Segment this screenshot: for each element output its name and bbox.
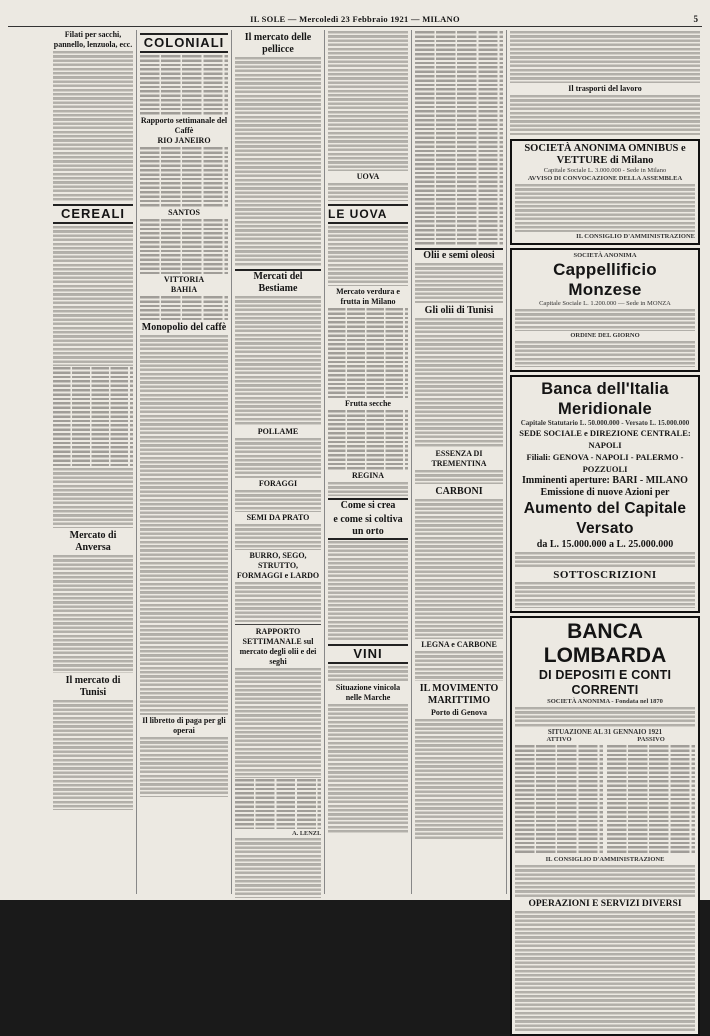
heading-olii-tunisi: Gli olii di Tunisi xyxy=(424,305,494,316)
attivo-heading: ATTIVO xyxy=(546,736,572,743)
text-block xyxy=(415,719,503,839)
text-block xyxy=(515,309,695,331)
heading-regina: REGINA xyxy=(351,471,384,480)
column-4 xyxy=(325,30,412,894)
heading-pollame: POLLAME xyxy=(257,427,299,436)
text-block xyxy=(510,95,700,135)
heading-uova-small: UOVA xyxy=(356,172,380,181)
page-number: 5 xyxy=(693,14,698,24)
column-2 xyxy=(137,30,232,894)
text-block xyxy=(53,700,133,810)
signature: A. LENZI. xyxy=(292,830,321,837)
heading-carboni: CARBONI xyxy=(435,486,483,497)
heading-rio: RIO JANEIRO xyxy=(157,136,211,145)
heading-burro: BURRO, SEGO, STRUTTO, FORMAGGI e LARDO xyxy=(236,551,320,580)
heading-monopolio: Monopolio del caffè xyxy=(141,322,227,333)
lombarda-subtitle: DI DEPOSITI E CONTI CORRENTI xyxy=(538,668,672,697)
heading-bestiame: Mercati del Bestiame xyxy=(235,269,321,295)
banca-aperture: Imminenti aperture: BARI - MILANO xyxy=(522,475,688,486)
ad-cappellificio xyxy=(510,248,700,372)
text-block xyxy=(235,524,321,550)
text-block xyxy=(515,582,695,608)
text-block xyxy=(515,184,695,232)
banca-seat: SEDE SOCIALE e DIREZIONE CENTRALE: NAPOLI xyxy=(519,428,691,450)
text-block xyxy=(515,707,695,727)
balance-sheet xyxy=(515,736,695,856)
price-table xyxy=(53,367,133,467)
heading-tunisi: Il mercato di Tunisi xyxy=(65,675,121,698)
heading-frutta-secche: Frutta secche xyxy=(345,399,391,408)
text-block xyxy=(515,911,695,1031)
masthead-title: IL SOLE — Mercoledì 23 Febbraio 1921 — MILANO xyxy=(250,14,460,24)
banca-sottoscrizioni: SOTTOSCRIZIONI xyxy=(553,569,657,581)
banca-emissione: Emissione di nuove Azioni per xyxy=(540,487,670,498)
omnibus-subtitle: Capitale Sociale L. 3.000.000 - Sede in Milano xyxy=(543,167,667,174)
heading-vini: VINI xyxy=(328,644,408,664)
heading-pellicce: Il mercato delle pellicce xyxy=(244,32,312,55)
text-block xyxy=(415,263,503,303)
price-table xyxy=(140,296,228,320)
heading-trementina: ESSENZA DI TREMENTINA xyxy=(431,449,487,468)
heading-semi-prato: SEMI DA PRATO xyxy=(246,513,310,522)
heading-caffe: Rapporto settimanale del Caffè xyxy=(140,116,228,135)
text-block xyxy=(53,468,133,528)
heading-legna: LEGNA e CARBONE xyxy=(421,640,497,649)
omnibus-title: SOCIETÀ ANONIMA OMNIBUS e VETTURE di Milano xyxy=(524,143,686,166)
heading-frutta: Mercato verdura e frutta in Milano xyxy=(336,287,400,306)
heading-genova: Porto di Genova xyxy=(431,708,487,717)
column-1 xyxy=(50,30,137,894)
banca-capital: Capitale Statutario L. 50.000.000 - Versato L. 15.000.000 xyxy=(520,419,690,427)
text-block xyxy=(415,318,503,448)
text-block xyxy=(415,470,503,484)
price-table xyxy=(140,147,228,207)
heading-bahia: BAHIA xyxy=(170,285,198,294)
cappellificio-subtitle: Capitale Sociale L. 1.200.000 — Sede in MONZA xyxy=(539,300,671,307)
heading-orto: e come si coltiva un orto xyxy=(328,514,408,540)
passivo-table xyxy=(607,745,695,855)
text-block xyxy=(415,651,503,681)
text-block xyxy=(235,490,321,512)
text-block xyxy=(235,57,321,267)
lombarda-title: BANCA LOMBARDA xyxy=(543,620,667,667)
text-block xyxy=(235,582,321,622)
heading-cereali: CEREALI xyxy=(53,204,133,224)
masthead xyxy=(8,14,702,27)
balance-attivo xyxy=(515,736,603,856)
lombarda-founded: SOCIETÀ ANONIMA - Fondata nel 1870 xyxy=(547,698,663,705)
column-3 xyxy=(232,30,325,894)
heading-le-uova: LE UOVA xyxy=(328,204,408,224)
cappellificio-title: Cappellificio Monzese xyxy=(553,260,657,299)
text-block xyxy=(328,482,408,496)
text-block xyxy=(328,541,408,641)
lombarda-consiglio: IL CONSIGLIO D'AMMINISTRAZIONE xyxy=(545,856,665,863)
text-block xyxy=(235,438,321,478)
banca-aumento: Aumento del Capitale Versato xyxy=(523,500,687,537)
price-table xyxy=(140,55,228,115)
heading-olii-seghi: RAPPORTO SETTIMANALE sul mercato degli olii e dei seghi xyxy=(239,627,317,666)
column-6 xyxy=(507,30,703,909)
ad-banca-lombarda xyxy=(510,616,700,1036)
heading-marche: Situazione vinicola nelle Marche xyxy=(335,683,401,702)
price-table xyxy=(140,219,228,274)
omnibus-signature: IL CONSIGLIO D'AMMINISTRAZIONE xyxy=(576,233,695,240)
ad-omnibus xyxy=(510,139,700,245)
heading-foraggi: FORAGGI xyxy=(258,479,298,488)
lombarda-operazioni: OPERAZIONI E SERVIZI DIVERSI xyxy=(528,899,682,909)
text-block xyxy=(235,838,321,898)
banca-name: Banca dell'Italia Meridionale xyxy=(541,380,669,418)
text-block xyxy=(328,226,408,286)
heading-libretto: Il libretto di paga per gli operai xyxy=(142,716,226,735)
text-block xyxy=(515,552,695,568)
text-block xyxy=(140,335,228,715)
heading-come-si-crea: Come si crea xyxy=(328,498,408,512)
text-block xyxy=(515,341,695,367)
text-block xyxy=(510,31,700,83)
heading-vittoria: VITTORIA xyxy=(163,275,205,284)
balance-passivo xyxy=(607,736,695,856)
text-block xyxy=(515,865,695,897)
heading-movimento: IL MOVIMENTO MARITTIMO xyxy=(419,683,499,706)
price-table xyxy=(235,779,321,829)
banca-filiali: Filiali: GENOVA - NAPOLI - PALERMO - POZZUOLI xyxy=(526,452,684,474)
heading-coloniali: COLONIALI xyxy=(140,33,228,53)
banca-range: da L. 15.000.000 a L. 25.000.000 xyxy=(536,539,674,550)
price-table xyxy=(328,410,408,470)
text-block xyxy=(235,296,321,426)
cappellificio-pre: SOCIETÀ ANONIMA xyxy=(573,252,637,259)
lombarda-situazione: SITUAZIONE AL 31 GENNAIO 1921 xyxy=(547,728,663,736)
omnibus-convocation: AVVISO DI CONVOCAZIONE DELLA ASSEMBLEA xyxy=(527,175,683,182)
text-block xyxy=(53,226,133,366)
price-table xyxy=(328,308,408,398)
text-block xyxy=(53,555,133,673)
heading-anversa: Mercato di Anversa xyxy=(69,530,117,553)
heading-santos: SANTOS xyxy=(168,208,200,217)
attivo-table xyxy=(515,745,603,855)
text-block xyxy=(328,704,408,834)
ad-banca-meridionale xyxy=(510,375,700,613)
heading-olii-semi: Olii e semi oleosi xyxy=(415,248,503,262)
text-block xyxy=(328,31,408,171)
column-5 xyxy=(412,30,507,894)
text-block xyxy=(415,499,503,639)
price-table xyxy=(415,31,503,246)
text-block xyxy=(328,183,408,201)
heading-trasporti: Il trasporti del lavoro xyxy=(568,84,642,93)
text-block xyxy=(53,51,133,201)
heading-filati: Filati per sacchi, pannello, lenzuola, ecc. xyxy=(53,30,133,49)
text-block xyxy=(140,737,228,797)
passivo-heading: PASSIVO xyxy=(637,736,665,743)
text-block xyxy=(328,666,408,682)
cappellificio-odg: ORDINE DEL GIORNO xyxy=(570,332,640,339)
text-block xyxy=(235,668,321,778)
